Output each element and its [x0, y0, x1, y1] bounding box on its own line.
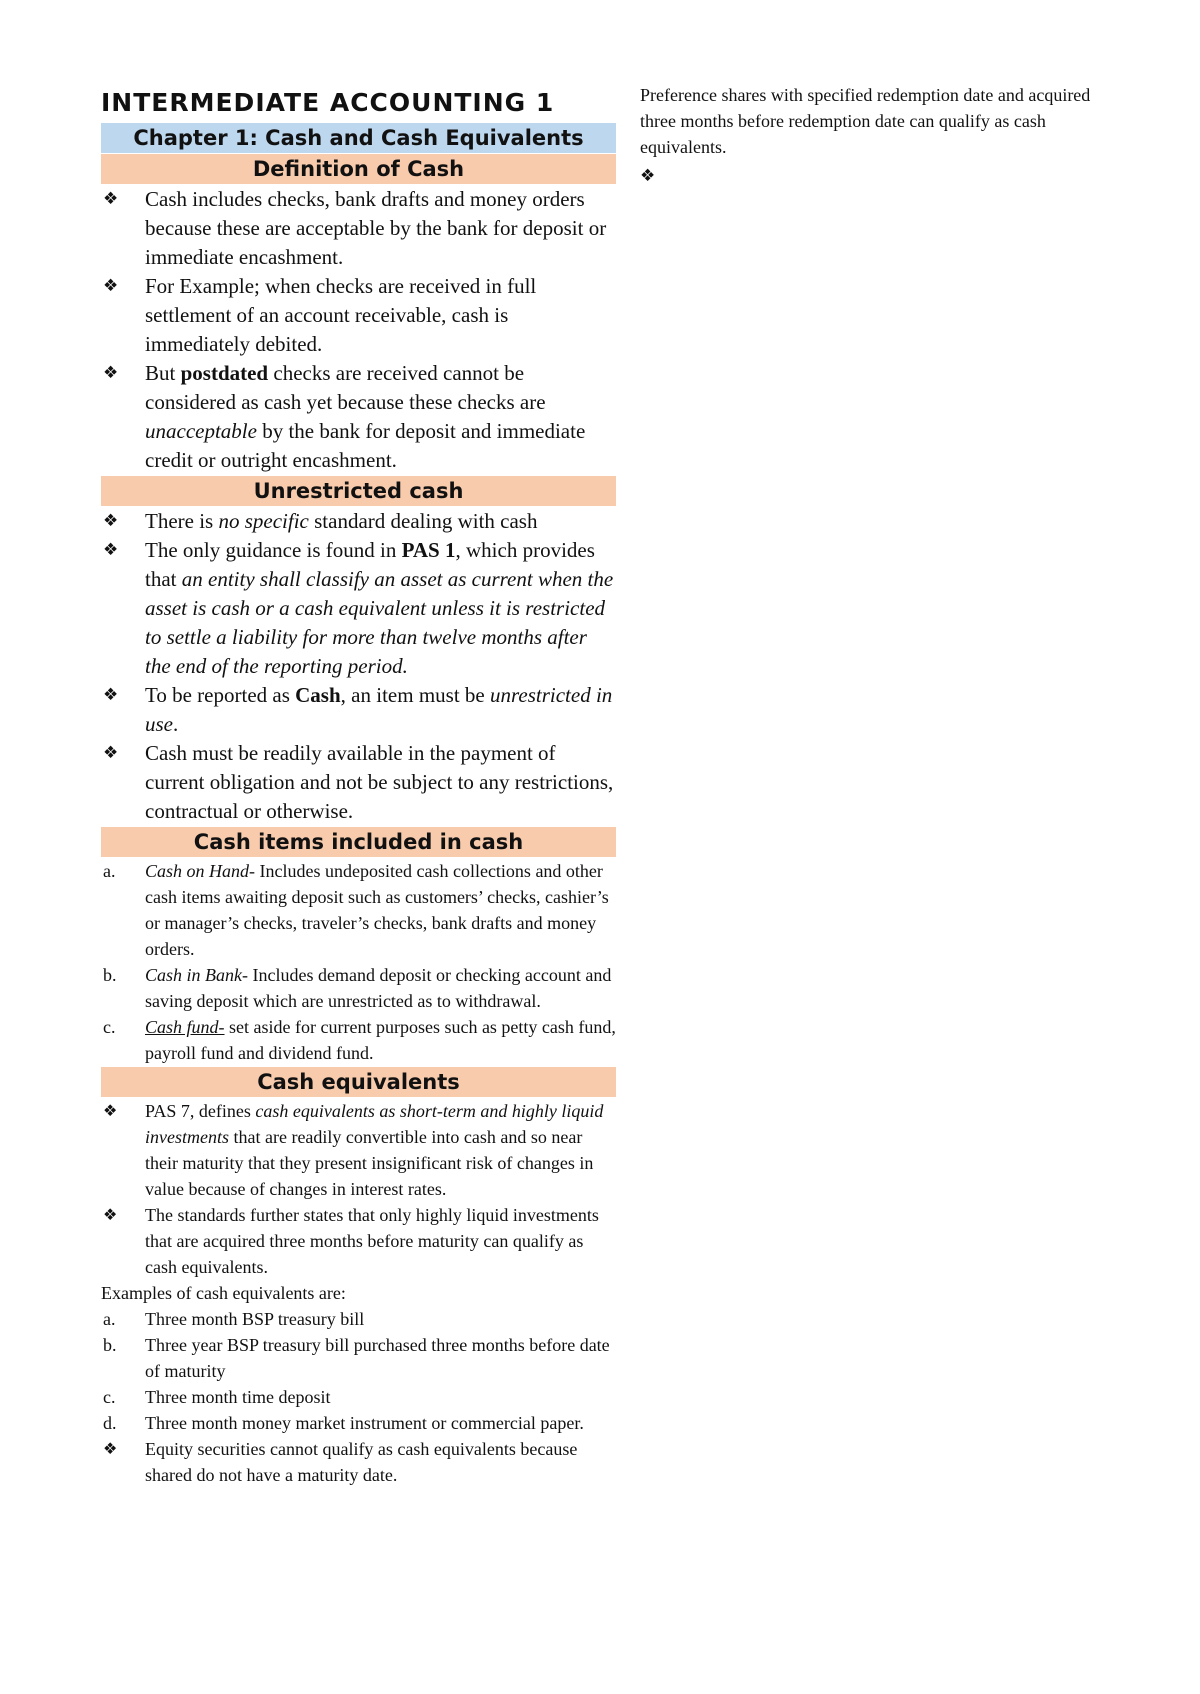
included-list	[101, 858, 616, 1066]
text-run: an entity shall classify an asset as current when the asset is cash or a cash equivalent unless it is restricted to settle a liability for more than twelve months after the end of the reporting period.	[145, 567, 614, 678]
text-run: unrestricted in use	[145, 683, 613, 736]
examples-intro: Examples of cash equivalents are:	[101, 1283, 346, 1303]
diamond-bullet-icon: ❖	[103, 743, 119, 763]
text-run: PAS 7, defines	[145, 1101, 256, 1121]
section-heading-equivalents: Cash equivalents	[101, 1067, 616, 1097]
text-run: , an item must be	[340, 683, 490, 707]
list-item	[101, 1332, 616, 1384]
list-item-text: Three month BSP treasury bill	[145, 1309, 365, 1329]
right-column	[640, 82, 1120, 186]
text-run: , which provides that	[145, 538, 595, 591]
text-run: Equity securities cannot qualify as cash equivalents because shared do not have a maturity date.	[145, 1439, 578, 1485]
list-marker: a.	[103, 861, 116, 881]
list-item	[101, 1384, 616, 1410]
list-item	[101, 858, 616, 962]
list-item	[101, 739, 616, 826]
text-run: Cash includes checks, bank drafts and money orders because these are acceptable by the bank for deposit or immediate encashment.	[145, 187, 607, 269]
list-marker: c.	[103, 1387, 116, 1407]
list-marker: b.	[103, 1335, 117, 1355]
left-column	[101, 88, 616, 1488]
text-run: Cash must be readily available in the payment of current obligation and not be subject to any restrictions, contractual or otherwise.	[145, 741, 614, 823]
text-run: standard dealing with cash	[308, 509, 538, 533]
text-run: Includes undeposited cash collections and other cash items awaiting deposit such as customers’ checks, cashier’s or manager’s checks, traveler’s checks, bank drafts and money orders.	[145, 861, 609, 959]
text-run: by the bank for deposit and immediate credit or outright encashment.	[145, 419, 586, 472]
list-item-text: Three month time deposit	[145, 1387, 331, 1407]
text-run: The standards further states that only highly liquid investments that are acquired three months before maturity can qualify as cash equivalents.	[145, 1205, 599, 1277]
list-item	[101, 507, 616, 536]
text-run: checks are received cannot be considered as cash yet because these checks are	[145, 361, 546, 414]
diamond-bullet-icon: ❖	[103, 540, 119, 560]
list-item	[101, 962, 616, 1014]
text-run: Includes demand deposit or checking account and saving deposit which are unrestricted as to withdrawal.	[145, 965, 612, 1011]
list-item	[101, 1410, 616, 1436]
text-run: Cash in Bank-	[145, 965, 248, 985]
list-item	[101, 1014, 616, 1066]
examples-list	[101, 1306, 616, 1436]
list-item	[101, 185, 616, 272]
diamond-bullet-icon: ❖	[103, 685, 119, 705]
text-run: .	[173, 712, 179, 736]
text-run: no specific	[218, 509, 309, 533]
equivalents-list	[101, 1098, 616, 1280]
text-run: Cash fund-	[145, 1017, 225, 1037]
closing-list	[101, 1436, 616, 1488]
list-marker: a.	[103, 1309, 116, 1329]
text-run: set aside for current purposes such as petty cash fund, payroll fund and dividend fund.	[145, 1017, 616, 1063]
text-run: For Example; when checks are received in full settlement of an account receivable, cash is immediately debited.	[145, 274, 537, 356]
text-run: cash equivalents as short-term and highly liquid investments	[145, 1101, 604, 1147]
text-run: PAS 1	[401, 538, 456, 562]
list-item	[101, 1306, 616, 1332]
diamond-bullet-icon: ❖	[103, 276, 119, 296]
list-item	[101, 536, 616, 681]
definition-list	[101, 185, 616, 475]
text-run: There is	[145, 509, 219, 533]
list-item	[101, 272, 616, 359]
text-run: To be reported as	[145, 683, 296, 707]
section-heading-included: Cash items included in cash	[101, 827, 616, 857]
diamond-bullet-icon: ❖	[103, 363, 119, 383]
diamond-bullet-icon: ❖	[103, 1205, 118, 1224]
diamond-bullet-icon: ❖	[103, 511, 119, 531]
list-item-text: Three year BSP treasury bill purchased three months before date of maturity	[145, 1335, 610, 1381]
text-run: But	[145, 361, 181, 385]
text-run: Cash	[295, 683, 341, 707]
list-marker: b.	[103, 965, 117, 985]
text-run: Cash on Hand-	[145, 861, 256, 881]
diamond-bullet-icon: ❖	[103, 189, 119, 209]
document-title: INTERMEDIATE ACCOUNTING 1	[101, 88, 555, 117]
section-heading-unrestricted: Unrestricted cash	[101, 476, 616, 506]
list-marker: c.	[103, 1017, 116, 1037]
empty-bullet-icon: ❖	[640, 166, 656, 186]
list-marker: d.	[103, 1413, 117, 1433]
list-item	[101, 1098, 616, 1202]
text-run: The only guidance is found in	[145, 538, 402, 562]
text-run: postdated	[180, 361, 269, 385]
text-run: that are readily convertible into cash and so near their maturity that they present insignificant risk of changes in value because of changes in interest rates.	[145, 1127, 594, 1199]
list-item-text: Three month money market instrument or commercial paper.	[145, 1413, 584, 1433]
section-heading-definition: Definition of Cash	[101, 154, 616, 184]
right-column-text: Preference shares with specified redemption date and acquired three months before redemption date can qualify as cash equivalents.	[640, 85, 1091, 157]
list-item	[101, 1202, 616, 1280]
chapter-heading: Chapter 1: Cash and Cash Equivalents	[101, 123, 616, 153]
list-item	[101, 681, 616, 739]
unrestricted-list	[101, 507, 616, 826]
list-item	[101, 1436, 616, 1488]
text-run: unacceptable	[145, 419, 257, 443]
diamond-bullet-icon: ❖	[103, 1439, 118, 1458]
diamond-bullet-icon: ❖	[103, 1101, 118, 1120]
list-item	[101, 359, 616, 475]
